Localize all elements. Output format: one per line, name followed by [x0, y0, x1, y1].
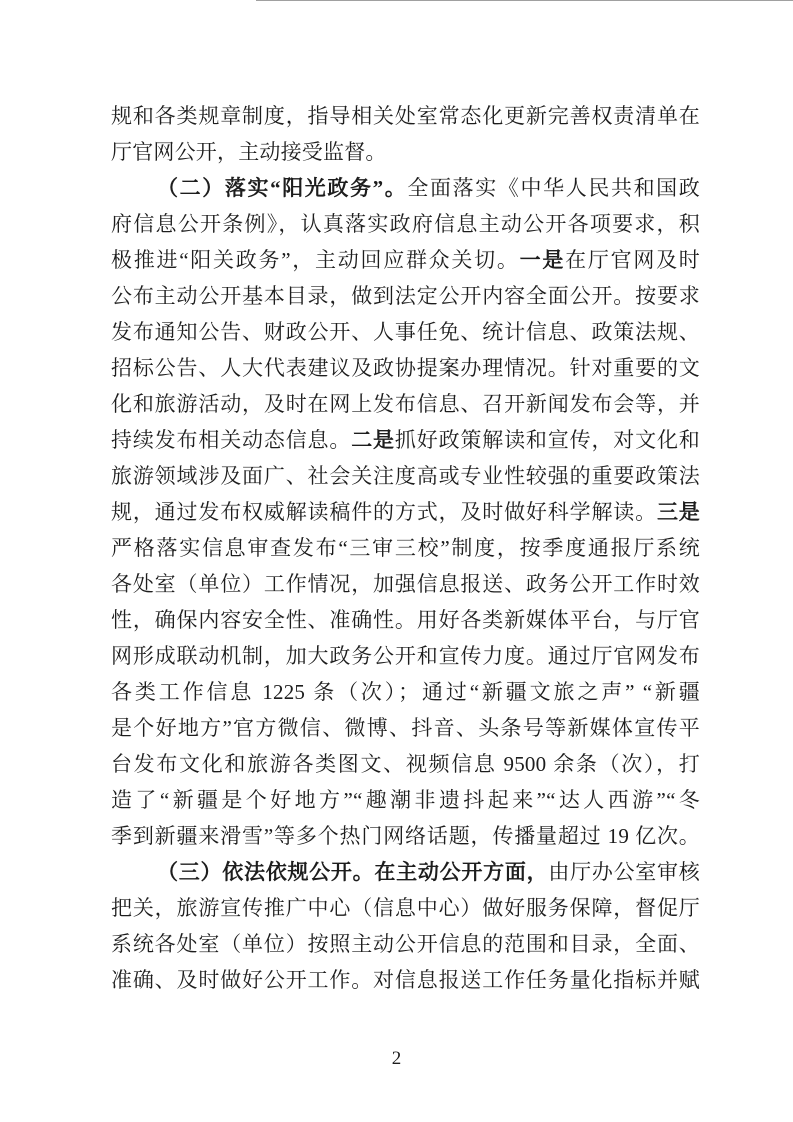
- text-line: [111, 746, 700, 782]
- page-number: 2: [391, 1048, 402, 1069]
- bold-text-segment: 三是: [656, 500, 700, 524]
- text-line: [111, 854, 700, 890]
- text-segment: 持续发布相关动态信息。: [111, 428, 352, 452]
- text-segment: 抓好政策解读和宣传，对文化和: [394, 428, 700, 452]
- text-line: [111, 638, 700, 674]
- text-line: [111, 458, 700, 494]
- paragraph: [111, 170, 700, 854]
- text-line: [111, 602, 700, 638]
- paragraph: [111, 854, 700, 998]
- text-line: [111, 98, 700, 134]
- text-segment: 由厅办公室审核: [548, 860, 700, 884]
- bold-text-segment: 一是: [519, 248, 566, 272]
- text-segment: 台发布文化和旅游各类图文、视频信息 9500 余条（次），打: [111, 752, 700, 776]
- text-segment: 厅官网公开，主动接受监督。: [111, 140, 387, 164]
- text-line: [111, 314, 700, 350]
- text-segment: 把关，旅游宣传推广中心（信息中心）做好服务保障，督促厅: [111, 896, 700, 920]
- text-line: [111, 782, 700, 818]
- text-line: [111, 242, 700, 278]
- bold-text-segment: （二）落实“阳光政务”。: [157, 176, 408, 200]
- bold-text-segment: 二是: [351, 428, 395, 452]
- text-segment: 严格落实信息审查发布“三审三校”制度，按季度通报厅系统: [111, 536, 700, 560]
- text-line: [111, 134, 700, 170]
- text-segment: 招标公告、人大代表建议及政协提案办理情况。针对重要的文: [111, 356, 700, 380]
- text-segment: 各类工作信息 1225 条（次）；通过“新疆文旅之声” “新疆: [111, 680, 700, 704]
- text-segment: 网形成联动机制，加大政务公开和宣传力度。通过厅官网发布: [111, 644, 700, 668]
- text-line: [111, 926, 700, 962]
- text-line: [111, 170, 700, 206]
- text-segment: 旅游领域涉及面广、社会关注度高或专业性较强的重要政策法: [111, 464, 700, 488]
- text-segment: 性，确保内容安全性、准确性。用好各类新媒体平台，与厅官: [111, 608, 700, 632]
- text-line: [111, 422, 700, 458]
- text-segment: 公布主动公开基本目录，做到法定公开内容全面公开。按要求: [111, 284, 700, 308]
- text-segment: 在厅官网及时: [565, 248, 700, 272]
- text-line: [111, 530, 700, 566]
- text-segment: 季到新疆来滑雪”等多个热门网络话题，传播量超过 19 亿次。: [111, 824, 700, 848]
- text-line: [111, 710, 700, 746]
- text-segment: 规和各类规章制度，指导相关处室常态化更新完善权责清单在: [111, 104, 700, 128]
- text-segment: 全面落实《中华人民共和国政: [407, 176, 700, 200]
- bold-text-segment: （三）依法依规公开。在主动公开方面，: [157, 860, 549, 884]
- text-segment: 准确、及时做好公开工作。对信息报送工作任务量化指标并赋: [111, 968, 700, 992]
- text-segment: 是个好地方”官方微信、微博、抖音、头条号等新媒体宣传平: [111, 716, 700, 740]
- text-line: [111, 206, 700, 242]
- text-line: [111, 890, 700, 926]
- text-segment: 极推进“阳关政务”，主动回应群众关切。: [111, 248, 520, 272]
- text-line: [111, 386, 700, 422]
- text-segment: 规，通过发布权威解读稿件的方式，及时做好科学解读。: [111, 500, 657, 524]
- text-line: [111, 674, 700, 710]
- text-segment: 各处室（单位）工作情况，加强信息报送、政务公开工作时效: [111, 572, 700, 596]
- text-segment: 府信息公开条例》，认真落实政府信息主动公开各项要求，积: [111, 212, 700, 236]
- document-body: [111, 98, 700, 998]
- text-segment: 化和旅游活动，及时在网上发布信息、召开新闻发布会等，并: [111, 392, 700, 416]
- text-line: [111, 350, 700, 386]
- text-line: [111, 494, 700, 530]
- scan-edge-artifact-line: [256, 0, 793, 1]
- text-segment: 发布通知公告、财政公开、人事任免、统计信息、政策法规、: [111, 320, 700, 344]
- paragraph: [111, 98, 700, 170]
- text-line: [111, 278, 700, 314]
- text-segment: 系统各处室（单位）按照主动公开信息的范围和目录，全面、: [111, 932, 700, 956]
- text-line: [111, 566, 700, 602]
- text-line: [111, 962, 700, 998]
- text-line: [111, 818, 700, 854]
- text-segment: 造了“新疆是个好地方”“趣潮非遗抖起来”“达人西游”“冬: [111, 788, 700, 812]
